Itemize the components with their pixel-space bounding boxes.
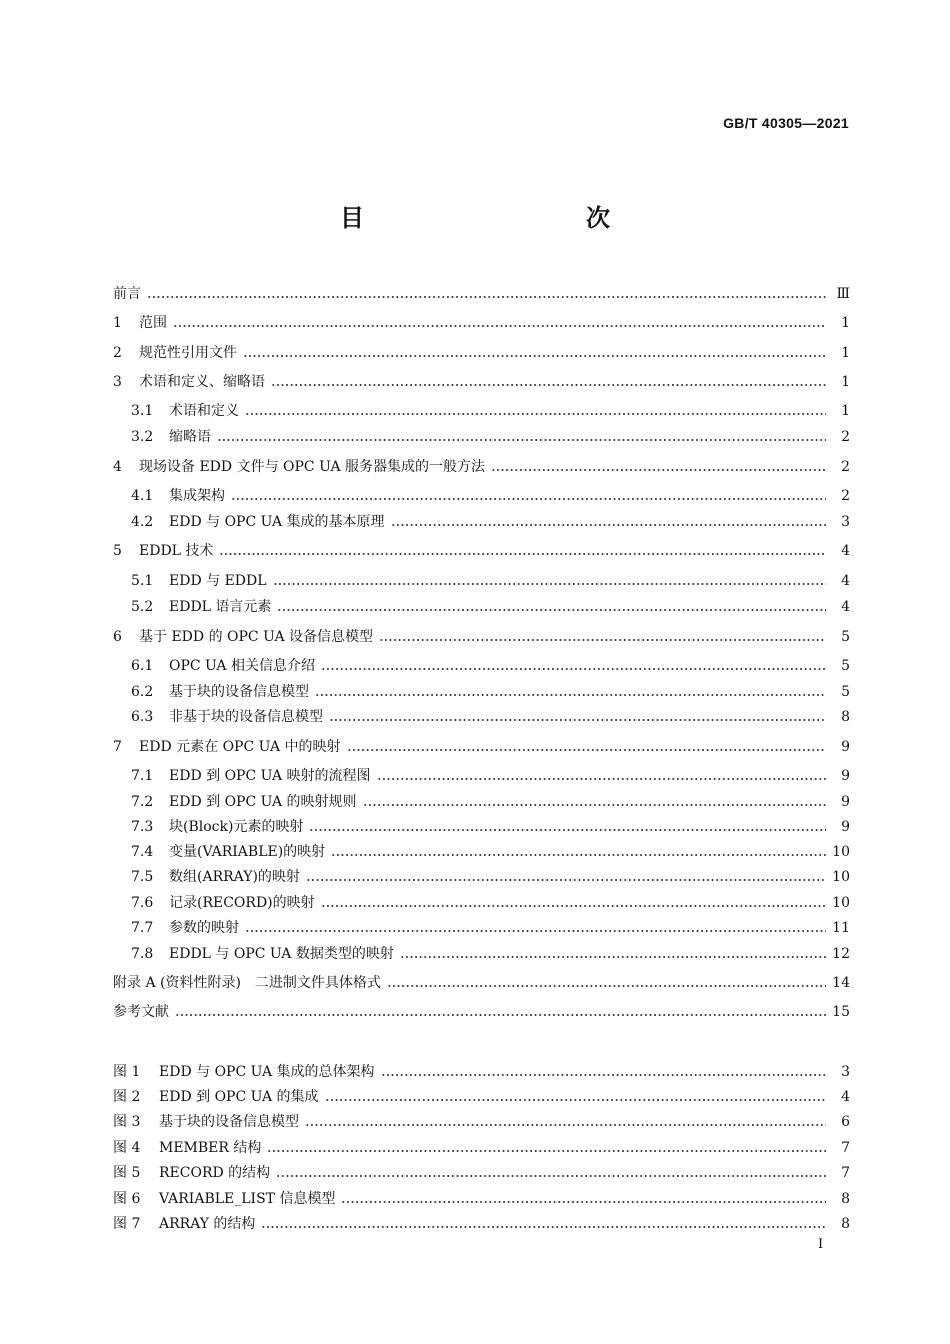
page-number: Ⅰ [818, 1237, 824, 1252]
toc-entry-page: 2 [841, 459, 850, 475]
toc-entry[interactable] [113, 340, 850, 362]
toc-entry-number: 7.8 [131, 946, 154, 962]
dot-leader [309, 829, 826, 831]
toc-entry-number: 7.6 [131, 895, 154, 911]
dot-leader [231, 498, 826, 500]
toc-entry-title: 缩略语 [169, 429, 211, 445]
toc-entry[interactable] [131, 679, 850, 701]
dot-leader [347, 749, 826, 751]
dot-leader [391, 524, 826, 526]
toc-entry-number: 4.2 [131, 514, 154, 530]
toc-entry-title: EDDL 技术 [139, 543, 214, 559]
figure-entry-page: 3 [841, 1064, 850, 1080]
figure-entry[interactable] [113, 1186, 850, 1208]
toc-entry-page: 12 [832, 946, 850, 962]
toc-entry-title: EDD 与 OPC UA 集成的基本原理 [169, 514, 385, 530]
toc-entry-title: 现场设备 EDD 文件与 OPC UA 服务器集成的一般方法 [139, 459, 486, 475]
toc-entry[interactable] [131, 483, 850, 505]
figure-entry-number: 图 6 [113, 1191, 141, 1207]
figure-entry[interactable] [113, 1084, 850, 1106]
toc-entry-title: 变量(VARIABLE)的映射 [169, 844, 326, 860]
dot-leader [175, 1014, 826, 1016]
figure-entry[interactable] [113, 1135, 850, 1157]
toc-entry-title: EDD 元素在 OPC UA 中的映射 [139, 739, 341, 755]
dot-leader [363, 804, 826, 806]
toc-entry-number: 7.4 [131, 844, 154, 860]
figure-entry-page: 7 [841, 1140, 850, 1156]
dot-leader [387, 985, 826, 987]
toc-entry-page: 2 [841, 488, 850, 504]
toc-entry-page: 10 [832, 895, 850, 911]
toc-entry[interactable] [113, 624, 850, 646]
toc-entry-number: 7.1 [131, 768, 154, 784]
toc-entry-page: 3 [841, 514, 850, 530]
dot-leader [331, 854, 826, 856]
dot-leader [217, 439, 826, 441]
dot-leader [273, 583, 826, 585]
toc-entry-number: 5 [113, 543, 122, 559]
figure-entry[interactable] [113, 1211, 850, 1233]
figure-entry-title: EDD 到 OPC UA 的集成 [159, 1089, 319, 1105]
toc-entry-page: 10 [832, 844, 850, 860]
toc-entry[interactable] [131, 789, 850, 811]
toc-entry-number: 7 [113, 739, 122, 755]
toc-entry-page: 11 [832, 920, 850, 936]
toc-entry[interactable] [131, 814, 850, 836]
toc-entry-number: 6.2 [131, 684, 154, 700]
toc-entry[interactable] [113, 538, 850, 560]
toc-entry-title: 块(Block)元素的映射 [169, 819, 304, 835]
toc-entry-title: EDDL 与 OPC UA 数据类型的映射 [169, 946, 394, 962]
dot-leader [315, 694, 826, 696]
dot-leader [277, 609, 826, 611]
toc-entry-title: 范围 [139, 315, 167, 331]
toc-entry-page: 15 [832, 1004, 850, 1020]
toc-entry[interactable] [131, 509, 850, 531]
toc-entry[interactable] [131, 594, 850, 616]
toc-entry-page: 9 [841, 819, 850, 835]
figure-entry[interactable] [113, 1109, 850, 1131]
figure-entry-number: 图 1 [113, 1064, 141, 1080]
toc-entry-number: 6 [113, 629, 122, 645]
dot-leader [377, 778, 826, 780]
toc-entry-title: EDD 到 OPC UA 的映射规则 [169, 794, 357, 810]
page-title: 目 次 [340, 204, 668, 232]
figure-entry-title: VARIABLE_LIST 信息模型 [159, 1191, 336, 1207]
toc-entry-title: EDDL 语言元素 [169, 599, 272, 615]
toc-entry[interactable] [113, 310, 850, 332]
toc-entry-number: 6.1 [131, 658, 154, 674]
toc-entry-title: EDD 到 OPC UA 映射的流程图 [169, 768, 371, 784]
figure-entry[interactable] [113, 1059, 850, 1081]
toc-entry-page: 5 [841, 658, 850, 674]
toc-entry-number: 3 [113, 374, 122, 390]
toc-entry-page: 1 [841, 403, 850, 419]
toc-entry[interactable] [113, 454, 850, 476]
toc-entry[interactable] [131, 890, 850, 912]
toc-entry-page: 4 [841, 599, 850, 615]
dot-leader [341, 1201, 826, 1203]
toc-entry-title: 术语和定义、缩略语 [139, 374, 265, 390]
toc-entry[interactable] [113, 369, 850, 391]
toc-entry[interactable] [113, 281, 850, 303]
toc-entry-number: 7.2 [131, 794, 154, 810]
dot-leader [306, 879, 826, 881]
toc-entry-page: 5 [841, 684, 850, 700]
dot-leader [243, 355, 826, 357]
toc-entry-page: 9 [841, 739, 850, 755]
figure-entry-number: 图 3 [113, 1114, 141, 1130]
toc-entry-number: 6.3 [131, 709, 154, 725]
toc-entry-number: 5.2 [131, 599, 154, 615]
toc-entry[interactable] [113, 970, 850, 992]
toc-entry-number: 4.1 [131, 488, 154, 504]
toc-entry-title: 基于块的设备信息模型 [169, 684, 309, 700]
toc-entry[interactable] [131, 568, 850, 590]
toc-entry-title: 集成架构 [169, 488, 225, 504]
dot-leader [379, 639, 826, 641]
dot-leader [219, 553, 826, 555]
toc-entry-page: 10 [832, 869, 850, 885]
toc-entry-number: 7.5 [131, 869, 154, 885]
figure-entry-title: ARRAY 的结构 [159, 1216, 256, 1232]
figure-entry-number: 图 2 [113, 1089, 141, 1105]
toc-entry[interactable] [113, 999, 850, 1021]
toc-entry-page: 9 [841, 794, 850, 810]
toc-entry-title: OPC UA 相关信息介绍 [169, 658, 315, 674]
toc-entry-title: EDD 与 EDDL [169, 573, 267, 589]
dot-leader [381, 1074, 826, 1076]
toc-entry-title: 规范性引用文件 [139, 345, 237, 361]
figure-entry[interactable] [113, 1160, 850, 1182]
toc-entry[interactable] [131, 839, 850, 861]
figure-entry-title: 基于块的设备信息模型 [159, 1114, 299, 1130]
toc-entry[interactable] [131, 864, 850, 886]
dot-leader [276, 1175, 826, 1177]
toc-entry[interactable] [131, 704, 850, 726]
toc-entry-number: 1 [113, 315, 122, 331]
dot-leader [267, 1150, 826, 1152]
toc-entry-title: 术语和定义 [169, 403, 239, 419]
dot-leader [329, 719, 826, 721]
toc-entry-number: 3.2 [131, 429, 154, 445]
toc-entry[interactable] [131, 398, 850, 420]
figure-entry-page: 7 [841, 1165, 850, 1181]
standard-code: GB/T 40305—2021 [723, 115, 849, 131]
dot-leader [400, 956, 826, 958]
toc-entry-page: 8 [841, 709, 850, 725]
toc-entry-title: 数组(ARRAY)的映射 [169, 869, 300, 885]
dot-leader [491, 469, 826, 471]
toc-entry[interactable] [113, 734, 850, 756]
toc-entry-title: 参考文献 [113, 1004, 169, 1020]
toc-entry-title: 记录(RECORD)的映射 [169, 895, 315, 911]
toc-entry-page: 1 [841, 315, 850, 331]
figure-entry-page: 8 [841, 1216, 850, 1232]
figure-entry-number: 图 5 [113, 1165, 141, 1181]
figure-entry-title: MEMBER 结构 [159, 1140, 262, 1156]
toc-entry[interactable] [131, 424, 850, 446]
dot-leader [245, 930, 826, 932]
dot-leader [271, 384, 826, 386]
dot-leader [147, 296, 826, 298]
toc-entry-page: 2 [841, 429, 850, 445]
toc-entry[interactable] [131, 763, 850, 785]
figure-entry-page: 4 [841, 1089, 850, 1105]
toc-entry-title: 基于 EDD 的 OPC UA 设备信息模型 [139, 629, 374, 645]
toc-entry-page: Ⅲ [836, 286, 850, 302]
figure-entry-page: 8 [841, 1191, 850, 1207]
toc-entry-title: 参数的映射 [169, 920, 239, 936]
toc-entry-number: 7.7 [131, 920, 154, 936]
toc-entry-page: 4 [841, 573, 850, 589]
toc-entry-page: 5 [841, 629, 850, 645]
toc-entry[interactable] [131, 653, 850, 675]
dot-leader [305, 1124, 826, 1126]
dot-leader [321, 905, 826, 907]
toc-entry-page: 4 [841, 543, 850, 559]
toc-entry-page: 1 [841, 345, 850, 361]
toc-entry-number: 5.1 [131, 573, 154, 589]
dot-leader [173, 325, 826, 327]
dot-leader [245, 413, 826, 415]
figure-entry-title: EDD 与 OPC UA 集成的总体架构 [159, 1064, 375, 1080]
toc-entry-number: 3.1 [131, 403, 154, 419]
toc-entry-title: 前言 [113, 286, 141, 302]
toc-entry-title: 附录 A (资料性附录) 二进制文件具体格式 [113, 975, 381, 991]
toc-entry-page: 1 [841, 374, 850, 390]
figure-entry-title: RECORD 的结构 [159, 1165, 271, 1181]
toc-entry[interactable] [131, 915, 850, 937]
toc-entry-title: 非基于块的设备信息模型 [169, 709, 323, 725]
toc-entry-page: 9 [841, 768, 850, 784]
dot-leader [261, 1226, 826, 1228]
toc-entry-number: 4 [113, 459, 122, 475]
figure-entry-number: 图 4 [113, 1140, 141, 1156]
figure-entry-number: 图 7 [113, 1216, 141, 1232]
toc-entry-number: 2 [113, 345, 122, 361]
dot-leader [325, 1099, 826, 1101]
dot-leader [321, 668, 826, 670]
toc-entry-number: 7.3 [131, 819, 154, 835]
figure-entry-page: 6 [841, 1114, 850, 1130]
toc-entry-page: 14 [832, 975, 850, 991]
toc-entry[interactable] [131, 941, 850, 963]
